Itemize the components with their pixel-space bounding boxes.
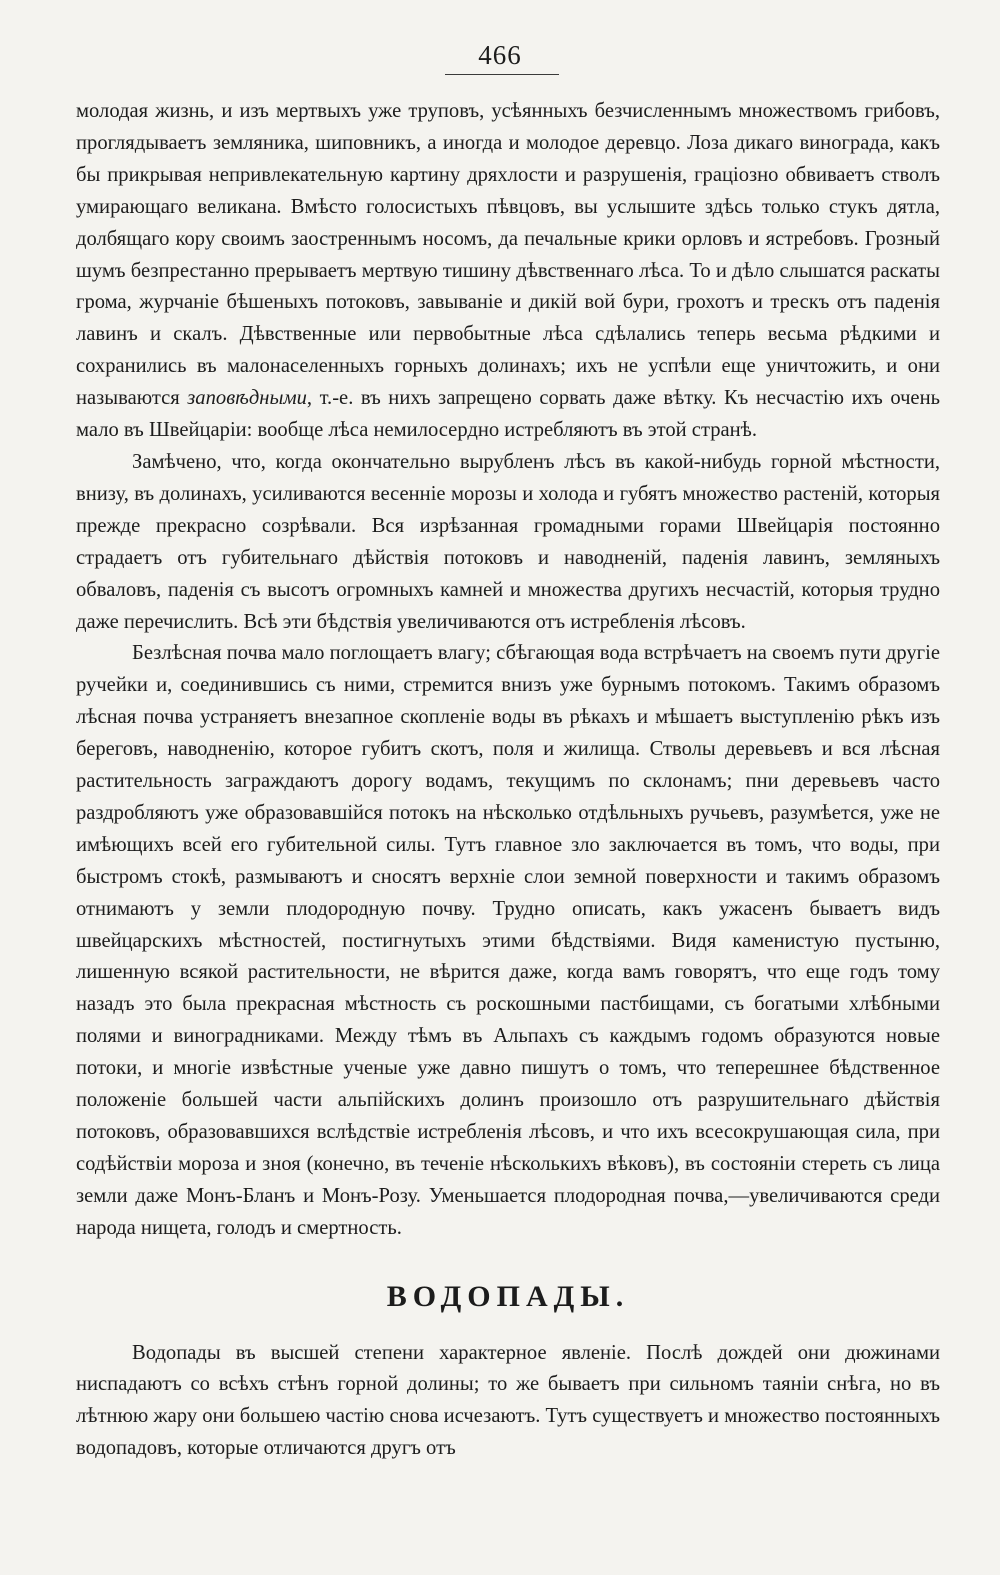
paragraph-1-text-b: , т.-е. въ нихъ запрещено сорвать даже вѣтку. Къ несчастію ихъ очень мало въ Швейцаріи: вообще лѣса немилосердно истребляютъ въ этой странѣ.: [76, 387, 940, 442]
paragraph-1-text-a: молодая жизнь, и изъ мертвыхъ уже труповъ, усѣянныхъ безчисленнымъ множествомъ грибовъ, проглядываетъ земляника, шиповникъ, а иногда и молодое деревцо. Лоза дикаго винограда, какъ бы прикрывая непривлекательную картину дряхлости и разрушенія, граціозно обвиваетъ стволъ умирающаго великана. Вмѣсто голосистыхъ пѣвцовъ, вы услышите здѣсь только стукъ дятла, долбящаго кору своимъ заостреннымъ носомъ, да печальные крики орловъ и ястребовъ. Грозный шумъ безпрестанно прерываетъ мертвую тишину дѣвственнаго лѣса. То и дѣло слышатся раскаты грома, журчаніе бѣшеныхъ потоковъ, завываніе и дикій вой бури, грохотъ и трескъ отъ паденія лавинъ и скалъ. Дѣвственные или первобытные лѣса сдѣлались теперь весьма рѣдкими и сохранились въ малонаселенныхъ горныхъ долинахъ; ихъ не успѣли еще уничтожить, и они называются: [76, 100, 940, 410]
emphasized-term: заповѣдными: [187, 387, 307, 410]
body-text: [76, 96, 940, 1465]
paragraph-3: Безлѣсная почва мало поглощаетъ влагу; сбѣгающая вода встрѣчаетъ на своемъ пути другіе ручейки и, соединившись съ ними, стремится внизъ уже бурнымъ потокомъ. Такимъ образомъ лѣсная почва устраняетъ внезапное скопленіе воды въ рѣкахъ и мѣшаетъ выступленію рѣкъ изъ береговъ, наводненію, которое губитъ скотъ, поля и жилища. Стволы деревьевъ и вся лѣсная растительность заграждаютъ дорогу водамъ, текущимъ по склонамъ; пни деревьевъ часто раздробляютъ уже образовавшійся потокъ на нѣсколько отдѣльныхъ ручьевъ, разумѣется, уже не имѣющихъ всей его губительной силы. Тутъ главное зло заключается въ томъ, что воды, при быстромъ стокѣ, размываютъ и сносятъ верхніе слои земной поверхности и такимъ образомъ отнимаютъ у земли плодородную почву. Трудно описать, какъ ужасенъ бываетъ видъ швейцарскихъ мѣстностей, постигнутыхъ этими бѣдствіями. Видя каменистую пустыню, лишенную всякой растительности, не вѣрится даже, когда вамъ говорятъ, что еще годъ тому назадъ это была прекрасная мѣстность съ роскошными пастбищами, съ богатыми хлѣбными полями и виноградниками. Между тѣмъ въ Альпахъ съ каждымъ годомъ образуются новые потоки, и многіе извѣстные ученые уже давно пишутъ о томъ, что теперешнее бѣдственное положеніе большей части альпійскихъ долинъ произошло отъ разрушительнаго дѣйствія потоковъ, образовавшихся вслѣдствіе истребленія лѣсовъ, и что ихъ всесокрушающая сила, при содѣйствіи мороза и зноя (конечно, въ теченіе нѣсколькихъ вѣковъ), въ состояніи стереть съ лица земли даже Монъ-Бланъ и Монъ-Розу. Уменьшается плодородная почва,—увеличиваются среди народа нищета, голодъ и смертность.: [76, 642, 940, 1239]
paragraph-2: Замѣчено, что, когда окончательно вырубленъ лѣсъ въ какой-нибудь горной мѣстности, внизу, въ долинахъ, усиливаются весенніе морозы и холода и губятъ множество растеній, которыя прежде прекрасно созрѣвали. Вся изрѣзанная громадными горами Швейцарія постоянно страдаетъ отъ губительнаго дѣйствія потоковъ и наводненій, паденія лавинъ, земляныхъ обваловъ, паденія съ высотъ огромныхъ камней и множества другихъ несчастій, которыя трудно даже перечислить. Всѣ эти бѣдствія увеличиваются отъ истребленія лѣсовъ.: [76, 450, 940, 633]
header-rule: [445, 74, 559, 75]
paragraph-1: [76, 96, 940, 447]
section-paragraph: Водопады въ высшей степени характерное явленіе. Послѣ дождей они дюжинами ниспадаютъ со всѣхъ стѣнъ горной долины; то же бываетъ при сильномъ таяніи снѣга, но въ лѣтнюю жару они большею частію снова исчезаютъ. Тутъ существуетъ и множество постоянныхъ водопадовъ, которые отличаются другъ отъ: [76, 1341, 940, 1460]
page-number: 466: [478, 40, 522, 70]
section-heading: ВОДОПАДЫ.: [386, 1279, 630, 1313]
